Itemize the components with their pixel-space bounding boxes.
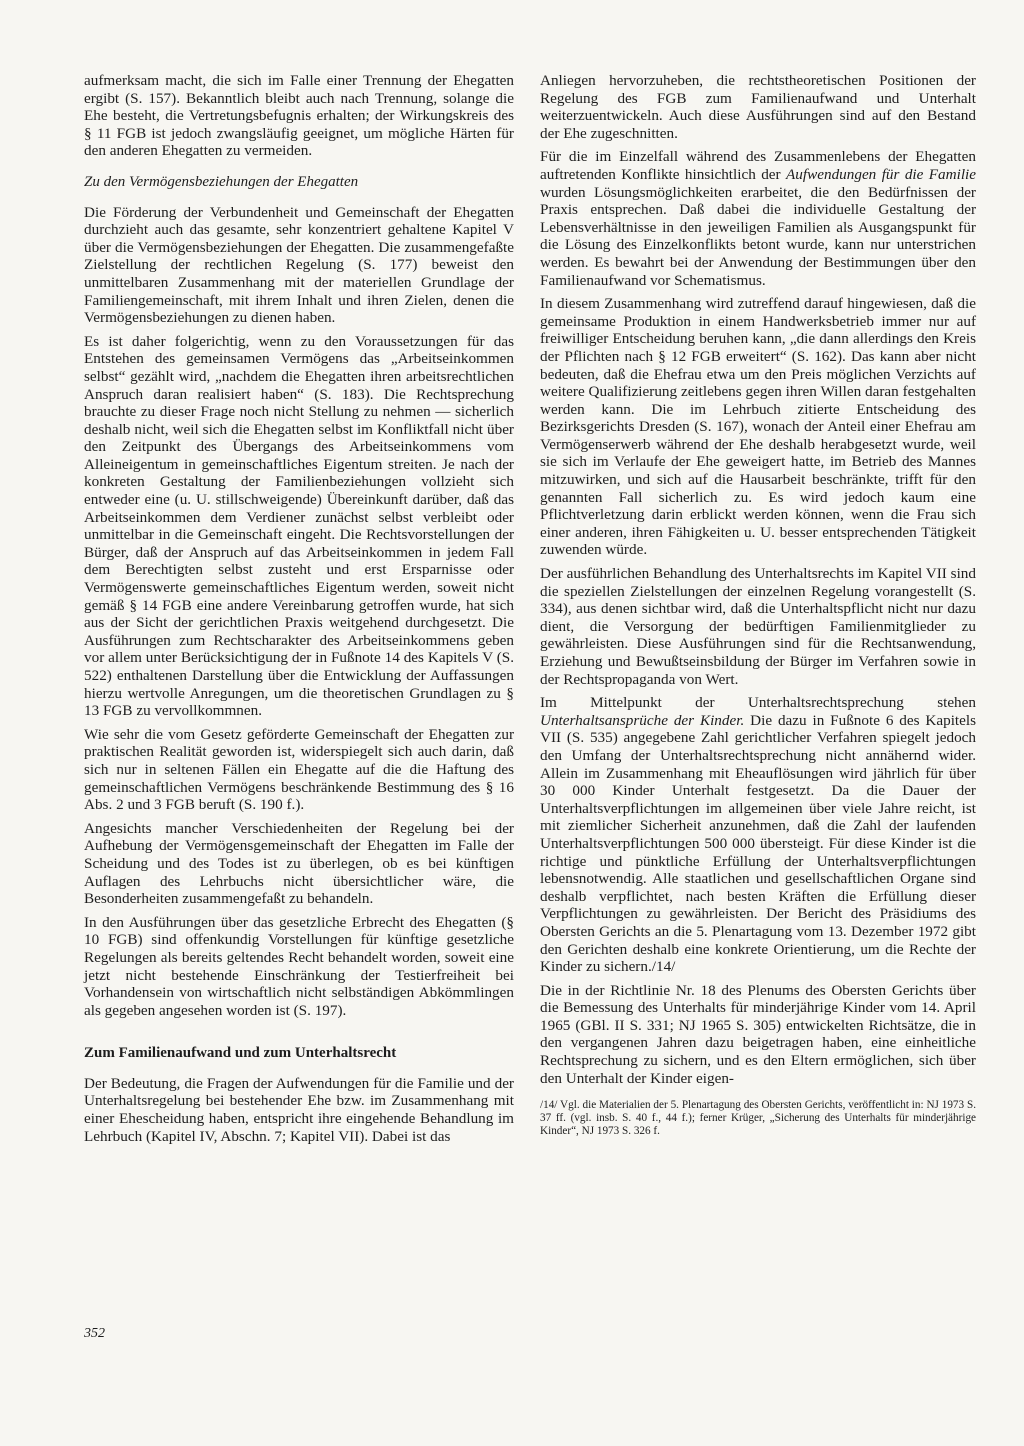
paragraph: aufmerksam macht, die sich im Falle einer Trennung der Ehegatten ergibt (S. 157). Bekanntlich bleibt auch nach Trennung, solange die Ehe besteht, die Vertretungsbefugnis erhalten; der Wirkungskreis des § 11 FGB ist jedoch zwangsläufig geeignet, um mögliche Härten für den anderen Ehegatten zu vermeiden. [84, 72, 514, 160]
paragraph [540, 694, 976, 976]
text-run: Die dazu in Fußnote 6 des Kapitels VII (S. 535) angegebene Zahl gerichtlicher Verfahren spiegelt jedoch den Umfang der Unterhaltsrechtsprechung nicht annähernd wider. Allein im Zusammenhang mit Eheauflösungen wird jährlich für über 30 000 Kinder Unterhalt festgesetzt. Da die Dauer der Unterhaltsverpflichtungen im allgemeinen über viele Jahre reicht, ist mit ziemlicher Sicherheit anzunehmen, daß die Zahl der laufenden Unterhaltsverpflichtungen 500 000 übersteigt. Für diese Kinder ist die richtige und pünktliche Erfüllung der Unterhaltsverpflichtungen lebensnotwendig. Alle staatlichen und gesellschaftlichen Organe sind deshalb verpflichtet, nach besten Kräften die Erfüllung dieser Verpflichtungen zu gewährleisten. Der Bericht des Präsidiums des Obersten Gerichts an die 5. Plenartagung vom 13. Dezember 1972 gibt den Gerichten deshalb eine konkrete Orientierung, um die Rechte der Kinder zu sichern./14/ [540, 711, 977, 976]
paragraph: Anliegen hervorzuheben, die rechtstheoretischen Positionen der Regelung des FGB zum Familienaufwand und Unterhalt weiterzuentwickeln. Auch diese Ausführungen sind auf den Bestand der Ehe zugeschnitten. [540, 72, 976, 142]
paragraph: Die in der Richtlinie Nr. 18 des Plenums des Obersten Gerichts über die Bemessung des Unterhalts für minderjährige Kinder vom 14. April 1965 (GBl. II S. 331; NJ 1965 S. 305) entwickelten Richtsätze, die in den vergangenen Jahren dazu beigetragen haben, eine einheitliche Rechtsprechung zu sichern, und es den Eltern ermöglichen, sich über den Unterhalt der Kinder eigen- [540, 981, 976, 1087]
paragraph: Angesichts mancher Verschiedenheiten der Regelung bei der Aufhebung der Vermögensgemeinschaft der Ehegatten im Falle der Scheidung und des Todes ist zu überlegen, ob es bei künftigen Auflagen des Lehrbuchs nicht übersichtlicher wäre, die Besonderheiten zusammengefaßt zu behandeln. [84, 819, 514, 908]
text-run: Für die im Einzelfall während des Zusammenlebens der Ehegatten auftretenden Konflikte hinsichtlich der [540, 148, 976, 183]
paragraph: In diesem Zusammenhang wird zutreffend darauf hingewiesen, daß die gemeinsame Produktion in einem Handwerksbetrieb immer nur auf freiwilliger Entscheidung beruhen kann, „die dann allerdings den Kreis der Pflichten nach § 12 FGB erweitert“ (S. 162). Das kann aber nicht bedeuten, daß die Ehefrau etwa um den Preis möglichen Verzichts auf weitere Qualifizierung zeitlebens gegen ihren Willen daran festgehalten werden kann. Die im Lehrbuch zitierte Entscheidung des Bezirksgerichts Dresden (S. 167), wonach der Anteil einer Ehefrau am Vermögenserwerb während der Ehe deshalb herabgesetzt wurde, weil sie sich im Verlaufe der Ehe geweigert hatte, im Betrieb des Mannes mitzuwirken, und sich auf die Hausarbeit beschränkte, trifft für den genannten Fall sicherlich zu. Es wird jedoch kaum eine Pflichtverletzung darin erblickt werden können, wenn die Frau sich einer anderen, ihren Fähigkeiten u. U. besser entsprechenden Tätigkeit zuwenden würde. [540, 295, 976, 559]
left-column [84, 72, 514, 1151]
emphasis: Aufwendungen für die Familie [786, 165, 977, 183]
paragraph [540, 148, 976, 289]
right-column [540, 72, 976, 1138]
footnote-14: /14/ Vgl. die Materialien der 5. Plenartagung des Obersten Gerichts, veröffentlicht in: NJ 1973 S. 37 ff. (vgl. insb. S. 40 f., 44 f.); ferner Krüger, „Sicherung des Unterhalts für minderjährige Kinder“, NJ 1973 S. 326 f. [540, 1099, 976, 1138]
paragraph: Wie sehr die vom Gesetz geförderte Gemeinschaft der Ehegatten zur praktischen Realität geworden ist, widerspiegelt sich auch darin, daß sich nur in seltenen Fällen ein Ehegatte auf die die Haftung des gemeinschaftlichen Vermögens beschränkende Bestimmung des § 16 Abs. 2 und 3 FGB beruft (S. 190 f.). [84, 725, 514, 814]
section-heading-unterhalt: Zum Familienaufwand und zum Unterhaltsrecht [84, 1045, 397, 1062]
page-number: 352 [84, 1326, 105, 1341]
paragraph: In den Ausführungen über das gesetzliche Erbrecht des Ehegatten (§ 10 FGB) sind offenkundig Vorstellungen für künftige gesetzliche Regelungen als bereits geltendes Recht behandelt worden, soweit eine jetzt nicht bestehende Einschränkung der Testierfreiheit bei Vorhandensein von wirtschaftlich nicht selbständigen Abkömmlingen als gegeben angesehen worden ist (S. 197). [84, 913, 514, 1019]
emphasis: Unterhaltsansprüche der Kinder. [540, 711, 745, 729]
text-run: Im Mittelpunkt der Unterhaltsrechtsprechung stehen [540, 694, 976, 712]
paragraph: Der ausführlichen Behandlung des Unterhaltsrechts im Kapitel VII sind die speziellen Zielstellungen der einzelnen Regelung vorangestellt (S. 334), aus denen sichtbar wird, daß die Unterhaltspflicht nicht nur dazu dient, die Versorgung der bedürftigen Familienmitglieder zu gewährleisten. Diese Ausführungen sind für die Rechtsanwendung, Erziehung und Bewußtseinsbildung der Bürger im Verfahren sowie in der Rechtspropaganda von Wert. [540, 565, 976, 688]
section-heading-vermoegen: Zu den Vermögensbeziehungen der Ehegatten [84, 173, 359, 190]
paragraph: Es ist daher folgerichtig, wenn zu den Voraussetzungen für das Entstehen des gemeinsamen Vermögens das „Arbeitseinkommen selbst“ gezählt wird, „nachdem die Ehegatten ihren arbeitsrechtlichen Anspruch daran realisiert haben“ (S. 183). Die Rechtsprechung brauchte zu dieser Frage noch nicht Stellung zu nehmen — sicherlich deshalb nicht, weil sich die Ehegatten selbst im Konfliktfall nicht über den Zeitpunkt des Übergangs des Arbeitseinkommens vom Alleineigentum in gemeinschaftliches Eigentum streiten. Je nach der konkreten Gestaltung der Familienbeziehungen vollzieht sich entweder eine (u. U. stillschweigende) Übereinkunft darüber, daß das Arbeitseinkommen dem Verdiener zunächst selbst verbleibt oder unmittelbar in die Gemeinschaft eingeht. Die Rechtsvorstellungen der Bürger, daß der Anspruch auf das Arbeitseinkommen in jedem Fall dem Berechtigten selbst zusteht und erst Ersparnisse oder Vermögenswerte gemeinschaftliches Eigentum werden, soweit nicht gemäß § 14 FGB eine andere Vereinbarung getroffen wurde, hat sich aus der Sicht der gerichtlichen Praxis weitgehend durchgesetzt. Die Ausführungen zum Rechtscharakter des Arbeitseinkommens geben vor allem unter Berücksichtigung der in Fußnote 14 des Kapitels V (S. 522) enthaltenen Darstellung über die Entwicklung der Auffassungen hierzu wertvolle Anregungen, um die theoretischen Grundlagen zu § 13 FGB zu vervollkommnen. [84, 332, 514, 720]
text-run: wurden Lösungsmöglichkeiten erarbeitet, die den Bedürfnissen der Praxis entsprechen. Daß dabei die individuelle Gestaltung der Lebensverhältnisse in den jeweiligen Familien als Ausgangspunkt für die Lösung des Einzelkonflikts betont wurde, kann nur unterstrichen werden. Es bewahrt bei der Anwendung der Bestimmungen über den Familienaufwand vor Schematismus. [540, 183, 976, 289]
paragraph: Die Förderung der Verbundenheit und Gemeinschaft der Ehegatten durchzieht auch das gesamte, sehr konzentriert gehaltene Kapitel V über die Vermögensbeziehungen der Ehegatten. Die zusammengefaßte Zielstellung der rechtlichen Regelung (S. 177) beweist den unmittelbaren Zusammenhang mit der materiellen Grundlage der Familiengemeinschaft, mit ihrem Inhalt und ihren Zielen, denen die Vermögensbeziehungen zu dienen haben. [84, 203, 514, 327]
paragraph: Der Bedeutung, die Fragen der Aufwendungen für die Familie und der Unterhaltsregelung bei bestehender Ehe bzw. im Zusammenhang mit einer Ehescheidung haben, entspricht ihre eingehende Behandlung im Lehrbuch (Kapitel IV, Abschn. 7; Kapitel VII). Dabei ist das [84, 1074, 514, 1145]
